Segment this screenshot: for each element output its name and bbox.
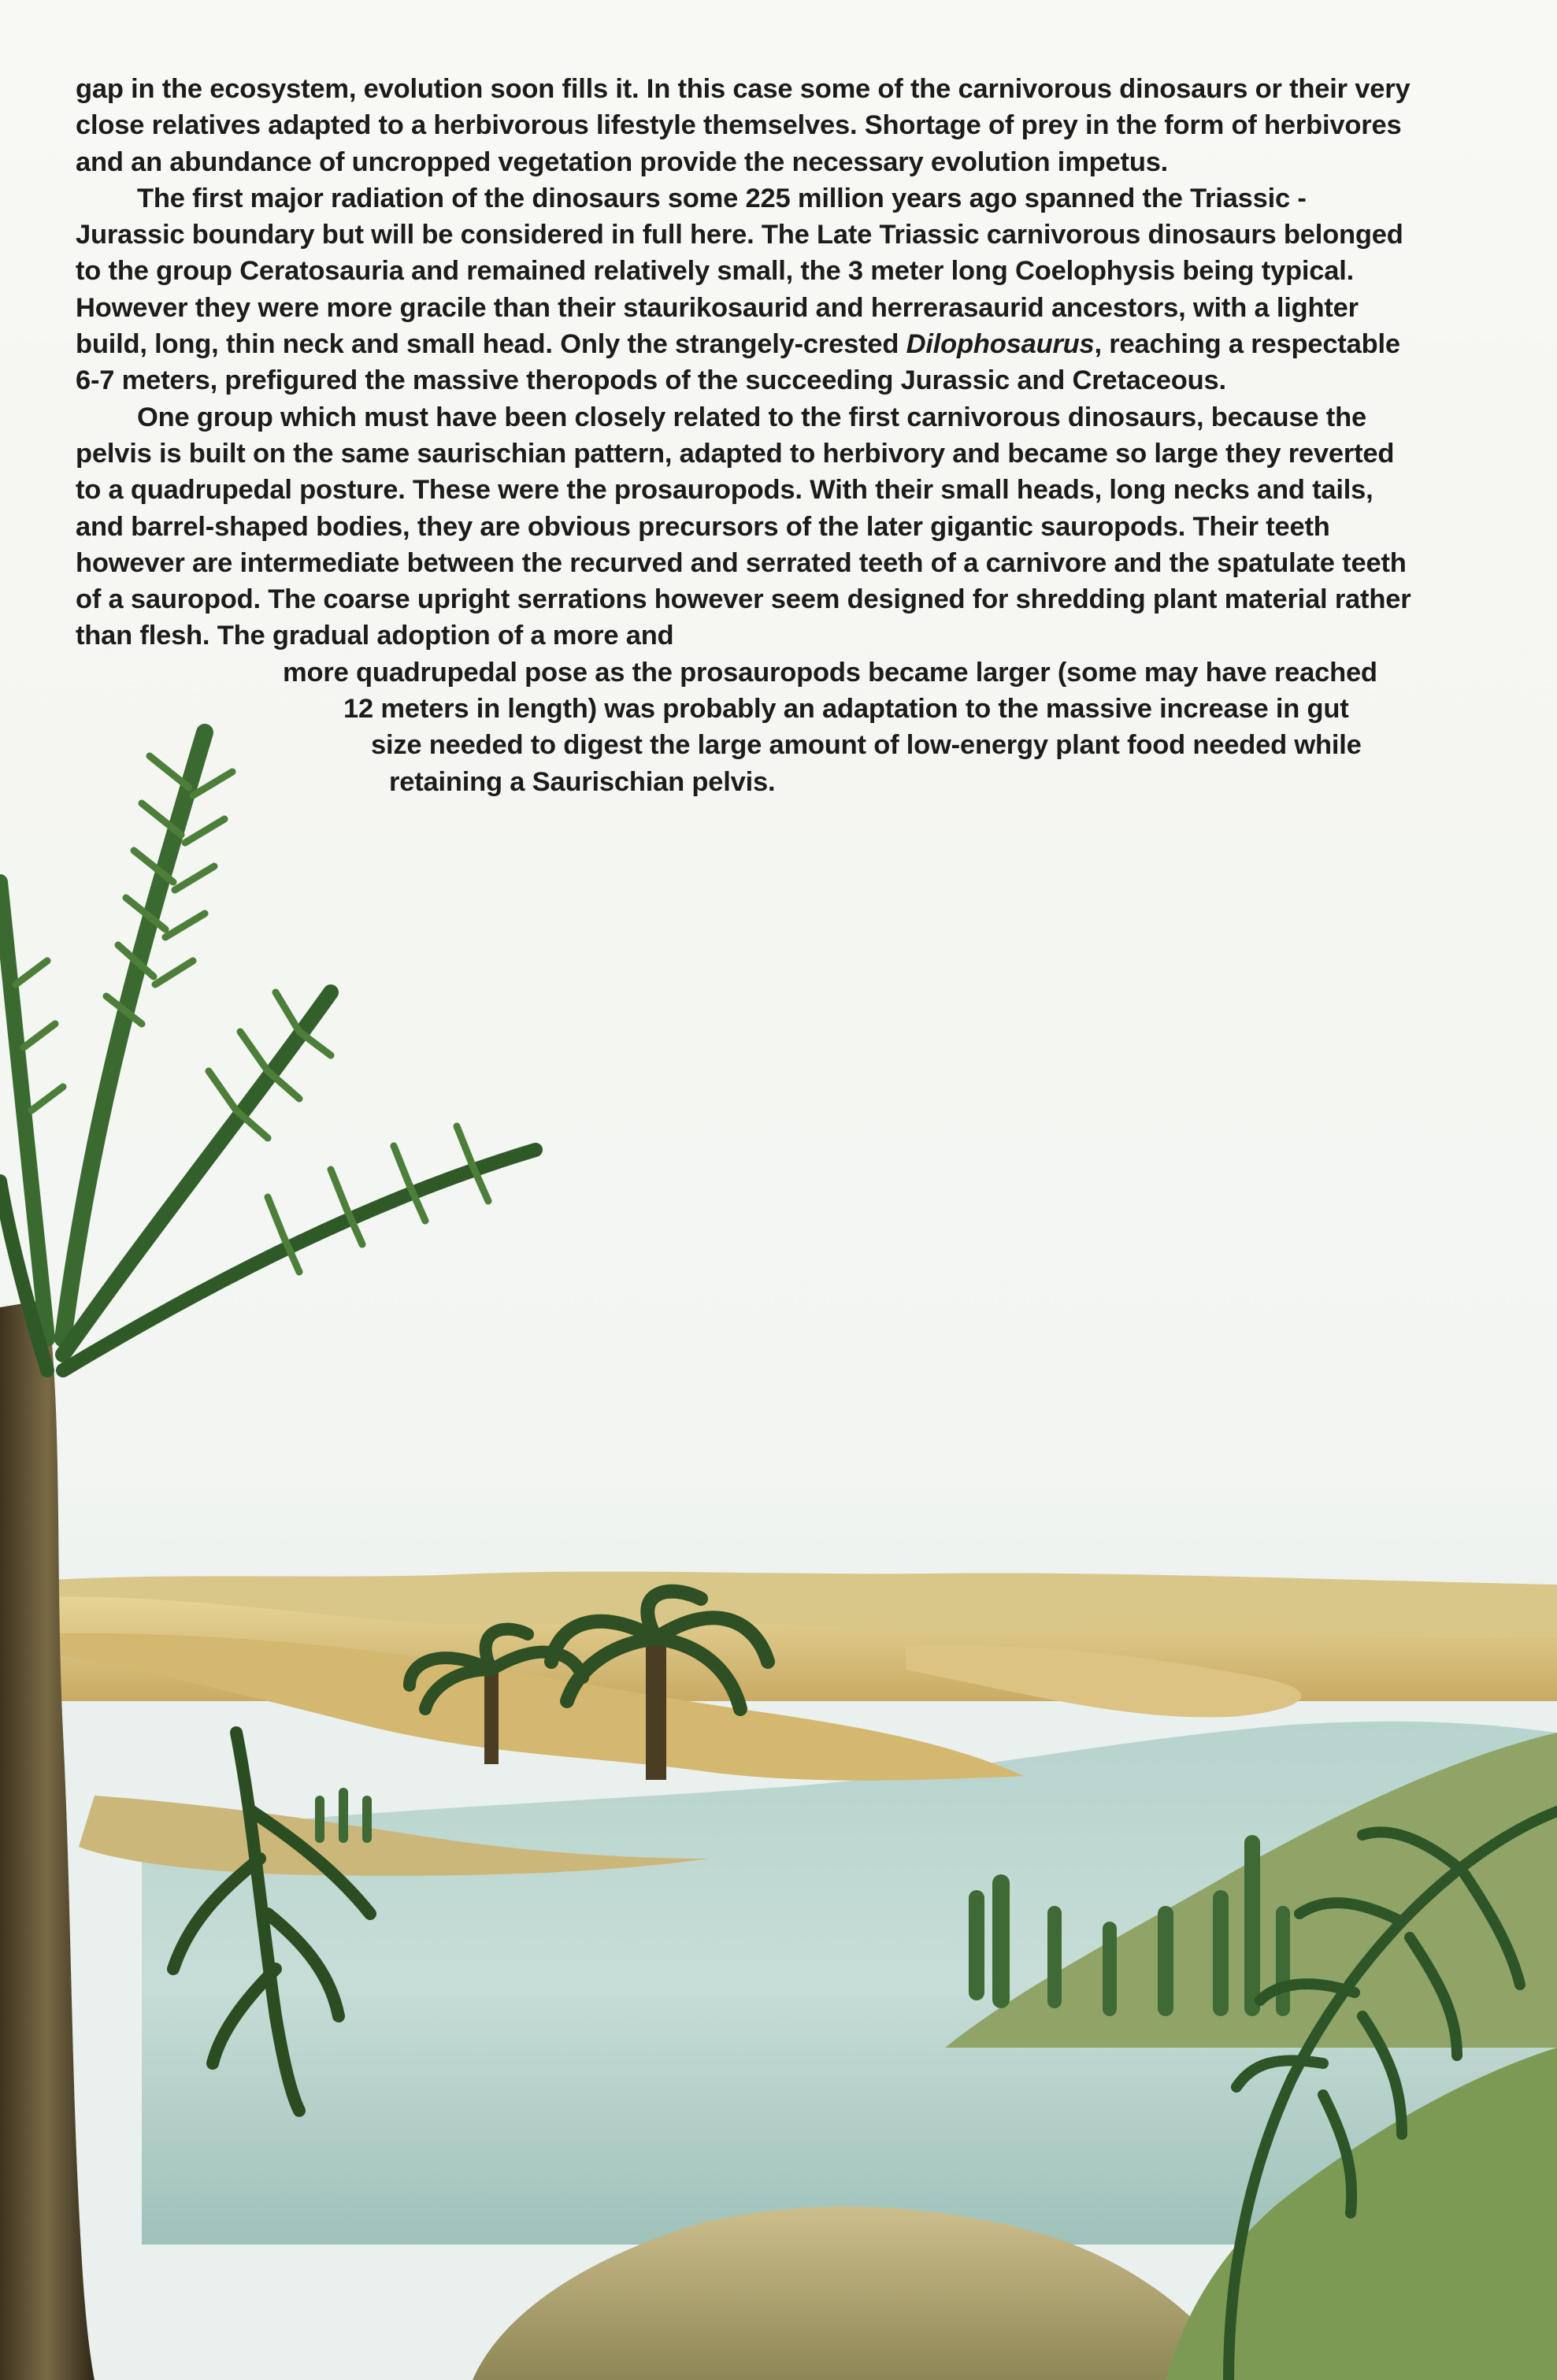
paragraph-2-text-a: The first major radiation of the dinosaurs some 225 million years ago spanned the Triassic - Jurassic boundary but will be considered in full here. The Late Triassic carnivorous dinosaurs belonged to the group Ceratosauria and remained relatively small, the 3 meter long Coelophysis being typical. However they were more gracile than their staurikosaurid and herrerasaurid ancestors, with a lighter build, long, thin neck and small head. Only the strangely-crested <box>76 183 1403 360</box>
paragraph-1: gap in the ecosystem, evolution soon fills it. In this case some of the carnivorous dinosaurs or their very close relatives adapted to a herbivorous lifestyle themselves. Shortage of prey in the form of herbivores and an abundance of uncropped vegetation provide the necessary evolution impetus. <box>76 74 1411 177</box>
paragraph-3-wrapped-line: 12 meters in length) was probably an adaptation to the massive increase in gut <box>343 694 1349 725</box>
dilophosaurus-italic: Dilophosaurus <box>906 329 1095 360</box>
paragraph-3-main: One group which must have been closely related to the first carnivorous dinosaurs, because the pelvis is built on the same saurischian pattern, adapted to herbivory and became so large they reverted to a quadrupedal posture. These were the prosauropods. With their small heads, long necks and tails, and barrel-shaped bodies, they are obvious precursors of the later gigantic sauropods. Their teeth however are intermediate between the recurved and serrated teeth of a carnivore and the spatulate teeth of a sauropod. The coarse upright serrations however seem designed for shredding plant material rather than flesh. The gradual adoption of a more and <box>76 402 1411 651</box>
paragraph-3 <box>76 399 1414 800</box>
paragraph-3-wrapped-line: retaining a Saurischian pelvis. <box>389 766 776 797</box>
paragraph-3-wrapped-line: size needed to digest the large amount of low-energy plant food needed while <box>371 730 1362 761</box>
body-text <box>76 71 1414 800</box>
paragraph-2 <box>76 180 1414 399</box>
paragraph-2-text-b: , reaching a respectable 6-7 meters, prefigured the massive theropods of the succeeding Jurassic and Cretaceous. <box>76 329 1400 396</box>
paragraph-3-wrapped-line: more quadrupedal pose as the prosauropods became larger (some may have reached <box>283 657 1377 688</box>
